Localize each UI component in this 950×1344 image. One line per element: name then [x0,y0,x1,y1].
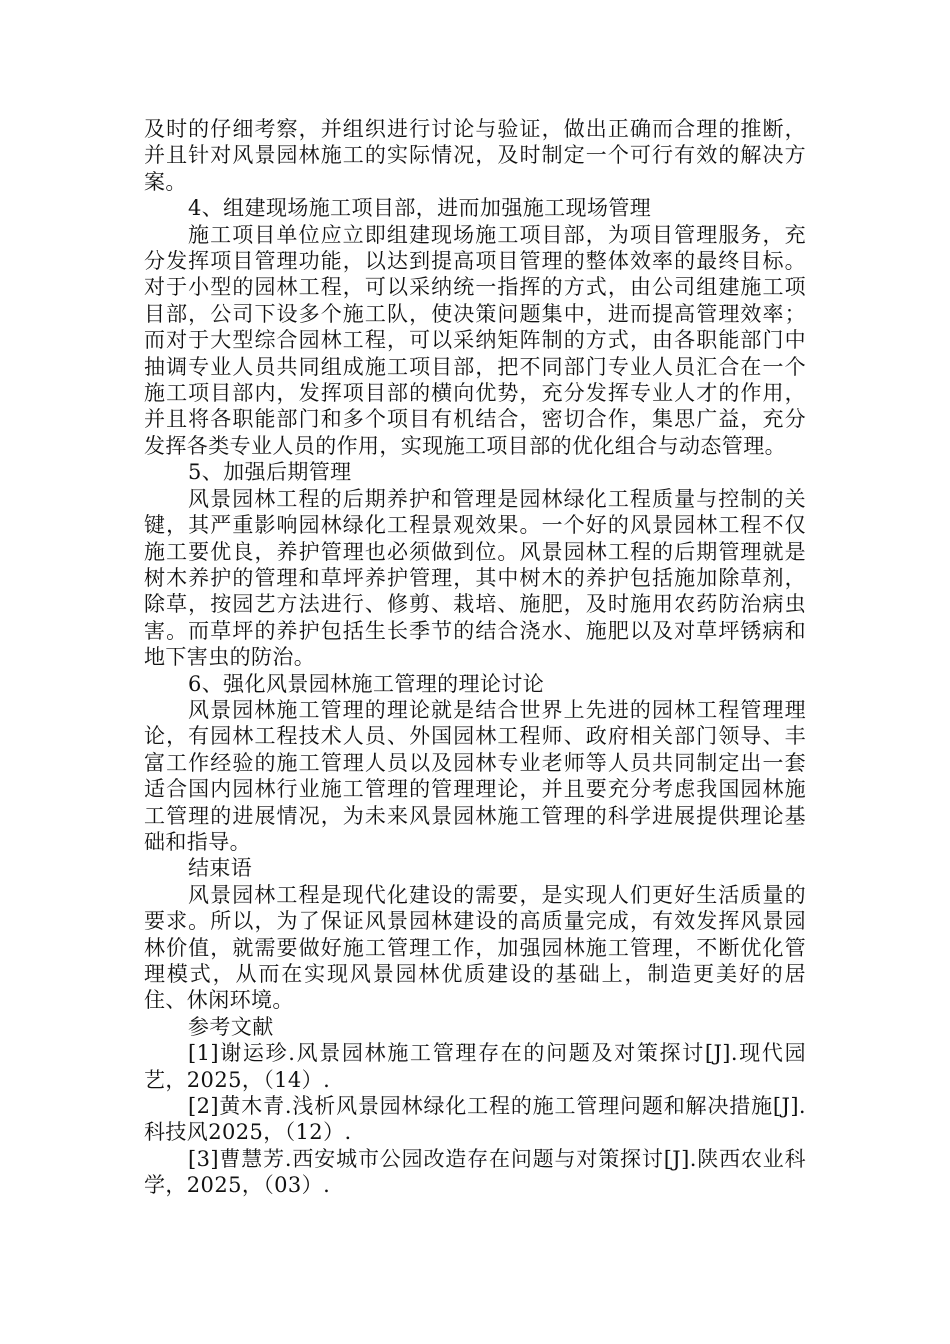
reference-item-3: [3]曹慧芳.西安城市公园改造存在问题与对策探讨[J].陕西农业科学，2025，（03）. [144,1146,806,1198]
section-heading-6: 6、强化风景园林施工管理的理论讨论 [188,671,545,696]
section-heading-5: 5、加强后期管理 [188,460,352,485]
paragraph-section-4: 施工项目单位应立即组建现场施工项目部，为项目管理服务，充分发挥项目管理功能，以达到提高项目管理的整体效率的最终目标。对于小型的园林工程，可以采纳统一指挥的方式，由公司组建施工项目部，公司下设多个施工队，使决策问题集中，进而提高管理效率；而对于大型综合园林工程，可以采纳矩阵制的方式，由各职能部门中抽调专业人员共同组成施工项目部，把不同部门专业人员汇合在一个施工项目部内，发挥项目部的横向优势，充分发挥专业人才的作用，并且将各职能部门和多个项目有机结合，密切合作，集思广益，充分发挥各类专业人员的作用，实现施工项目部的优化组合与动态管理。 [144,222,806,458]
section-heading-4: 4、组建现场施工项目部，进而加强施工现场管理 [188,196,652,221]
reference-item-1: [1]谢运珍.风景园林施工管理存在的问题及对策探讨[J].现代园艺，2025，（14）. [144,1041,806,1092]
reference-item-2: [2]黄木青.浅析风景园林绿化工程的施工管理问题和解决措施[J].科技风2025，（12）. [144,1094,806,1145]
conclusion-paragraph: 风景园林工程是现代化建设的需要，是实现人们更好生活质量的要求。所以，为了保证风景园林建设的高质量完成，有效发挥风景园林价值，就需要做好施工管理工作，加强园林施工管理，不断优化管理模式，从而在实现风景园林优质建设的基础上，制造更美好的居住、休闲环境。 [144,882,806,1013]
paragraph-section-5: 风景园林工程的后期养护和管理是园林绿化工程质量与控制的关键，其严重影响园林绿化工程景观效果。一个好的风景园林工程不仅施工要优良，养护管理也必须做到位。风景园林工程的后期管理就是树木养护的管理和草坪养护管理，其中树木的养护包括施加除草剂，除草，按园艺方法进行、修剪、栽培、施肥，及时施用农药防治病虫害。而草坪的养护包括生长季节的结合浇水、施肥以及对草坪锈病和地下害虫的防治。 [144,486,806,670]
conclusion-heading: 结束语 [188,856,253,881]
document-page [144,116,806,1199]
references-heading: 参考文献 [188,1014,274,1039]
continued-paragraph: 及时的仔细考察，并组织进行讨论与验证，做出正确而合理的推断，并且针对风景园林施工的实际情况，及时制定一个可行有效的解决方案。 [144,117,806,194]
paragraph-section-6: 风景园林施工管理的理论就是结合世界上先进的园林工程管理理论，有园林工程技术人员、外国园林工程师、政府相关部门领导、丰富工作经验的施工管理人员以及园林专业老师等人员共同制定出一套适合国内园林行业施工管理的管理理论，并且要充分考虑我国园林施工管理的进展情况，为未来风景园林施工管理的科学进展提供理论基础和指导。 [144,697,806,854]
